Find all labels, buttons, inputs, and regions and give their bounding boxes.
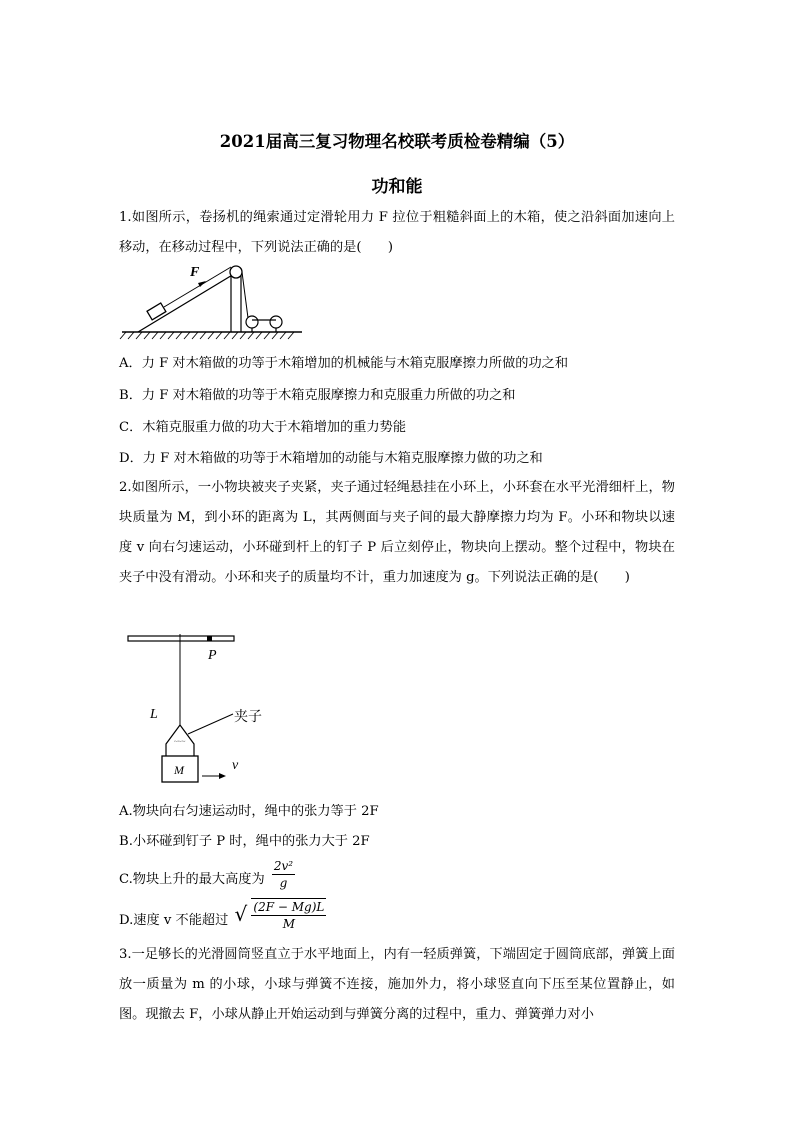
q1-option-d: D．力 F 对木箱做的功等于木箱增加的动能与木箱克服摩擦力做的功之和	[119, 451, 543, 466]
q1-figure-incline-winch	[118, 262, 308, 340]
q2-figure-label-v: v	[232, 758, 239, 773]
q2-option-d-numerator: (2F − Mg)L	[253, 900, 325, 914]
q2-option-b: B.小环碰到钉子 P 时，绳中的张力大于 2F	[119, 834, 370, 849]
q2-option-c-numerator: 2v²	[273, 859, 294, 873]
document-title: 2021届高三复习物理名校联考质检卷精编（5）	[219, 132, 575, 151]
q2-option-d	[119, 898, 326, 932]
q3-stem: 3.一足够长的光滑圆筒竖直立于水平地面上，内有一轻质弹簧，下端固定于圆筒底部，弹簧上面放一质量为 m 的小球，小球与弹簧不连接，施加外力，将小球竖直向下压至某位置静止，如图。现撤去 F，小球从静止开始运动到与弹簧分离的过程中，重力、弹簧弹力对小	[119, 947, 675, 1022]
q1-option-c: C．木箱克服重力做的功大于木箱增加的重力势能	[119, 420, 407, 435]
svg-text:~~~: ~~~	[174, 738, 186, 746]
q2-option-c-denominator: g	[279, 876, 288, 890]
sqrt-sign-icon: √	[234, 902, 248, 926]
q2-option-d-denominator: M	[282, 917, 296, 931]
q1-stem: 1.如图所示，卷扬机的绳索通过定滑轮用力 F 拉位于粗糙斜面上的木箱，使之沿斜面加速向上移动，在移动过程中，下列说法正确的是( )	[119, 210, 675, 255]
q1-figure-force-label: F	[190, 265, 200, 280]
q2-option-c-fraction	[272, 858, 295, 891]
q2-figure-label-p: P	[208, 648, 217, 663]
q2-option-d-text: D.速度 v 不能超过	[119, 913, 229, 928]
q2-stem: 2.如图所示，一小物块被夹子夹紧，夹子通过轻绳悬挂在小环上，小环套在水平光滑细杆上，物块质量为 M，到小环的距离为 L，其两侧面与夹子间的最大静摩擦力均为 F。小环和物块以速度 v 向右匀速运动，小环碰到杆上的钉子 P 后立刻停止，物块向上摆动。整个过程中，物块在夹子中没有滑动。小环和夹子的质量均不计，重力加速度为 g。下列说法正确的是( )	[119, 480, 675, 585]
q2-figure-label-l: L	[150, 707, 158, 722]
q2-option-a: A.物块向右匀速运动时，绳中的张力等于 2F	[119, 804, 379, 819]
q1-option-b: B．力 F 对木箱做的功等于木箱克服摩擦力和克服重力所做的功之和	[119, 388, 516, 403]
q2-figure-label-clip: 夹子	[234, 710, 262, 725]
document-subtitle: 功和能	[371, 177, 423, 197]
q2-figure-clip-pendulum	[122, 628, 282, 788]
q2-option-d-fraction	[251, 898, 326, 932]
q2-figure-label-m: M	[174, 763, 184, 777]
q2-option-c	[119, 858, 295, 891]
q1-option-a: A．力 F 对木箱做的功等于木箱增加的机械能与木箱克服摩擦力所做的功之和	[119, 356, 569, 371]
q2-option-c-text: C.物块上升的最大高度为	[119, 872, 265, 887]
